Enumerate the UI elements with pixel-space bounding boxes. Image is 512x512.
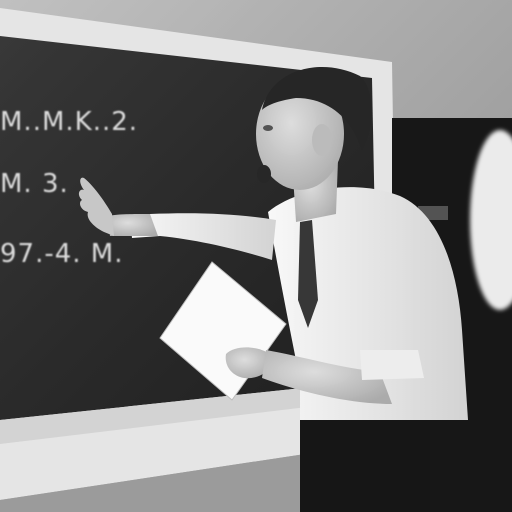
man-eye [263, 125, 273, 131]
man-open-mouth [257, 165, 271, 183]
man-ear [312, 124, 332, 156]
chalk-line-3: 97.-4. M. [0, 239, 124, 269]
chalk-line-2: M. 3. [0, 169, 69, 199]
man-forearm [108, 214, 158, 236]
man-trousers [300, 420, 430, 512]
chalk-line-1: M..M.K..2. [0, 107, 139, 137]
man-left-sleeve [360, 350, 424, 380]
